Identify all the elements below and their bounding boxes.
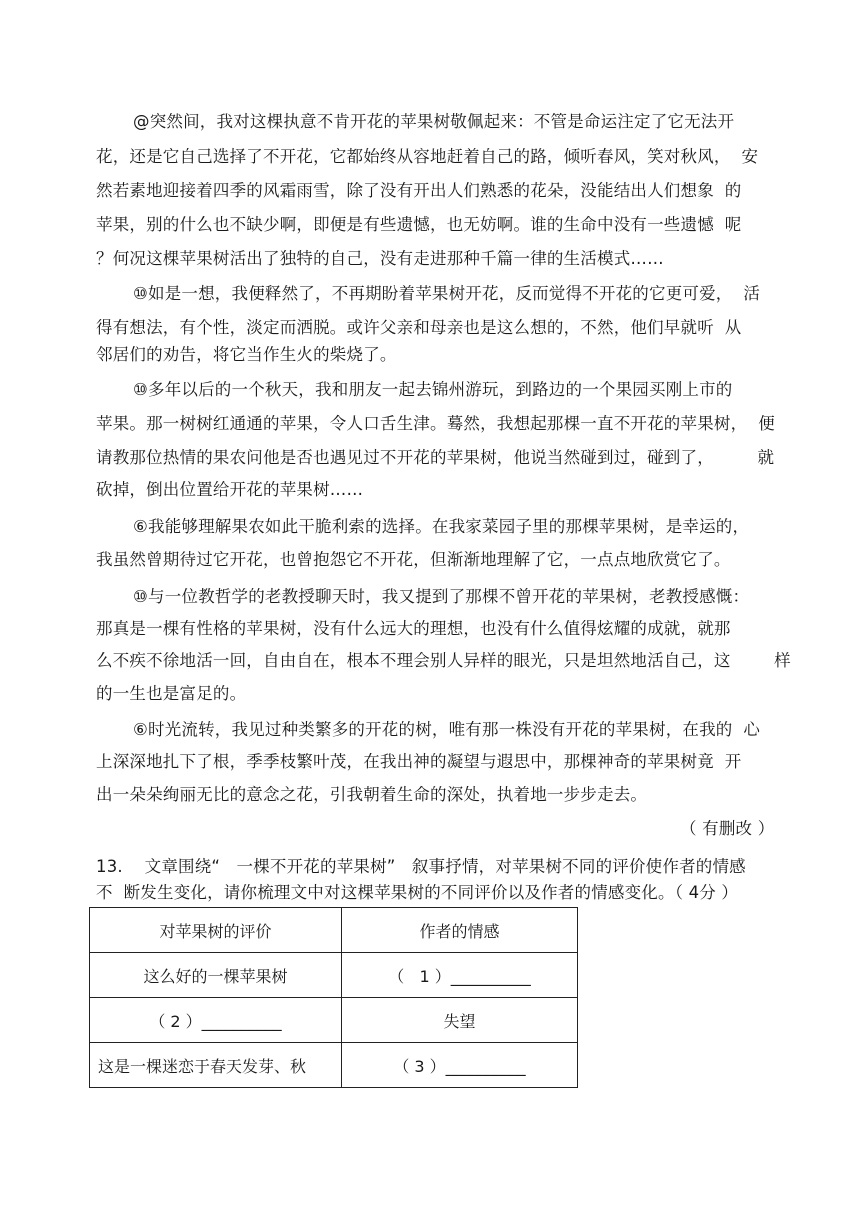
text-line: 出一朵朵绚丽无比的意念之花，引我朝着生命的深处，执着地一步步走去。	[96, 785, 648, 804]
text-line: 砍掉，倒出位置给开花的苹果树……	[96, 480, 364, 499]
table-row	[90, 998, 578, 1043]
table-header-row	[90, 908, 578, 953]
table-row	[90, 1043, 578, 1088]
answer-blank-1[interactable]: （ 1 ）__________	[342, 953, 578, 998]
text-line: 花，还是它自己选择了不开花，它都始终从容地赶着自己的路，倾听春风，笑对秋风， 安	[96, 147, 759, 166]
text-line: 上深深地扎下了根，季季枝繁叶茂，在我出神的凝望与遐思中，那棵神奇的苹果树竟 开	[96, 752, 742, 771]
edit-note: （ 有删改 ）	[680, 819, 775, 838]
table-cell: 失望	[342, 998, 578, 1043]
evaluation-table	[89, 907, 578, 1088]
text-line: 我虽然曾期待过它开花，也曾抱怨它不开花，但渐渐地理解了它，一点点地欣赏它了。	[96, 550, 731, 569]
text-line: 苹果，别的什么也不缺少啊，即便是有些遗憾，也无妨啊。谁的生命中没有一些遗憾 呢	[96, 215, 742, 234]
text-line: ？何况这棵苹果树活出了独特的自己，没有走进那种千篇一律的生活模式……	[96, 249, 664, 268]
text-line: ⑩多年以后的一个秋天，我和朋友一起去锦州游玩，到路边的一个果园买刚上市的	[133, 380, 733, 399]
table-row	[90, 953, 578, 998]
table-cell: 这么好的一棵苹果树	[90, 953, 342, 998]
question-line: 不 断发生变化，请你梳理文中对这棵苹果树的不同评价以及作者的情感变化。（ 4分 ）	[96, 883, 739, 902]
text-line: 邻居们的劝告，将它当作生火的柴烧了。	[96, 345, 397, 364]
answer-blank-3[interactable]: （ 3 ）__________	[342, 1043, 578, 1088]
text-line: 请教那位热情的果农问他是否也遇见过不开花的苹果树，他说当然碰到过，碰到了， 就	[96, 448, 775, 467]
text-line: 那真是一棵有性格的苹果树，没有什么远大的理想，也没有什么值得炫耀的成就，就那	[96, 619, 731, 638]
text-line: ⑩与一位教哲学的老教授聊天时，我又提到了那棵不曾开花的苹果树，老教授感慨：	[133, 587, 750, 606]
question-line: 13. 文章围绕“ 一棵不开花的苹果树” 叙事抒情，对苹果树不同的评价使作者的情感	[96, 857, 746, 876]
text-line: 么不疾不徐地活一回，自由自在，根本不理会别人异样的眼光，只是坦然地活自己，这 样	[96, 651, 791, 670]
text-line: 苹果。那一树树红通通的苹果，令人口舌生津。蓦然，我想起那棵一直不开花的苹果树， 便	[96, 414, 775, 433]
text-line: ⑥我能够理解果农如此干脆利索的选择。在我家菜园子里的那棵苹果树，是幸运的，	[133, 517, 750, 536]
text-line: ⑩如是一想，我便释然了，不再期盼着苹果树开花，反而觉得不开花的它更可爱， 活	[133, 284, 761, 303]
answer-blank-2[interactable]: （ 2 ）__________	[90, 998, 342, 1043]
text-line: @突然间，我对这棵执意不肯开花的苹果树敬佩起来：不管是命运注定了它无法开	[133, 112, 735, 131]
table-header: 对苹果树的评价	[90, 908, 342, 953]
table-cell: 这是一棵迷恋于春天发芽、秋	[90, 1043, 342, 1088]
text-line: 然若素地迎接着四季的风霜雨雪，除了没有开出人们熟悉的花朵，没能结出人们想象 的	[96, 181, 742, 200]
table-header: 作者的情感	[342, 908, 578, 953]
text-line: 得有想法，有个性，淡定而洒脱。或许父亲和母亲也是这么想的，不然，他们早就听 从	[96, 318, 742, 337]
text-line: ⑥时光流转，我见过种类繁多的开花的树，唯有那一株没有开花的苹果树，在我的 心	[133, 720, 761, 739]
text-line: 的一生也是富足的。	[96, 684, 247, 703]
